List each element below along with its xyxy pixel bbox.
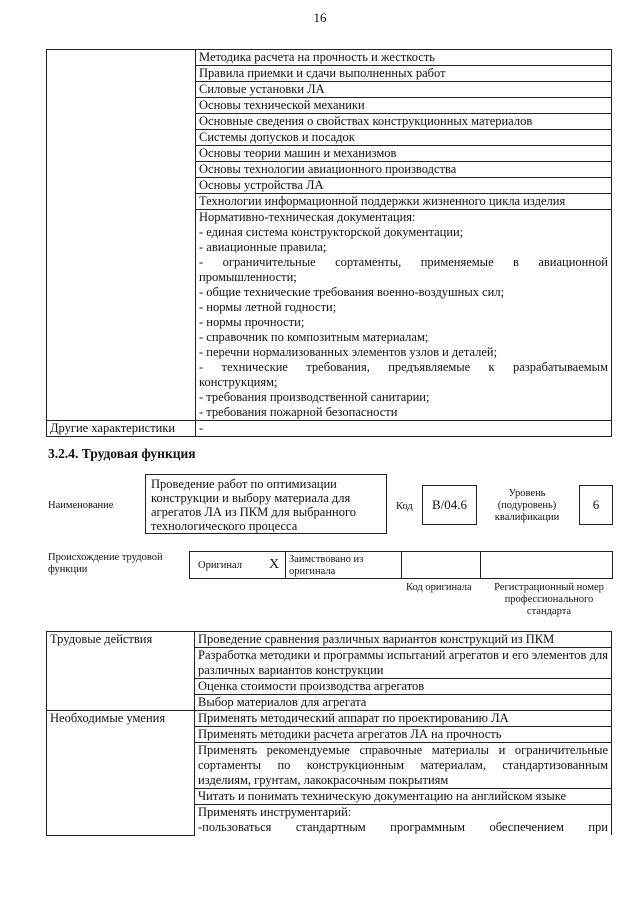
- knowledge-row: Основы устройства ЛА: [196, 178, 612, 194]
- section-heading: 3.2.4. Трудовая функция: [48, 446, 196, 461]
- code-label: Код: [396, 501, 413, 512]
- code-original-label: Код оригинала: [406, 582, 472, 593]
- action-row: Разработка методики и программы испытаний агрегатов и его элементов для различных вариантов конструкции: [195, 648, 612, 679]
- knowledge-row: Силовые установки ЛА: [196, 82, 612, 98]
- skill-row: Применять методики расчета агрегатов ЛА на прочность: [195, 727, 612, 743]
- level-label: Уровень (подуровень) квалификации: [494, 488, 560, 523]
- knowledge-row: Правила приемки и сдачи выполненных работ: [196, 66, 612, 82]
- code-box: [422, 485, 477, 525]
- knowledge-row: Методика расчета на прочность и жесткость: [196, 50, 612, 66]
- action-row: Выбор материалов для агрегата: [195, 695, 612, 711]
- origin-label: Происхождение трудовой функции: [48, 552, 163, 575]
- code-value: B/04.6: [431, 497, 468, 512]
- other-characteristics-value: -: [196, 421, 612, 437]
- skills-label: Необходимые умения: [47, 711, 195, 836]
- function-name-box: [145, 474, 387, 534]
- original-label: Оригинал: [198, 560, 242, 571]
- action-row: Проведение сравнения различных вариантов конструкций из ПКМ: [195, 632, 612, 648]
- knowledge-row: Основы технической механики: [196, 98, 612, 114]
- work-actions-table: [46, 631, 612, 836]
- reg-number-label: Регистрационный номер профессионального стандарта: [494, 582, 604, 617]
- label-cell-empty: [47, 50, 196, 421]
- knowledge-row: Основы технологии авиационного производства: [196, 162, 612, 178]
- function-name-value: Проведение работ по оптимизации конструкции и выбору материала для агрегатов ЛА из ПКМ для выбранного технологического процесса: [151, 477, 357, 533]
- knowledge-row: Технологии информационной поддержки жизненного цикла изделия: [196, 194, 612, 210]
- other-characteristics-label: Другие характеристики: [47, 421, 196, 437]
- action-row: Оценка стоимости производства агрегатов: [195, 679, 612, 695]
- skill-row: Читать и понимать техническую документацию на английском языке: [195, 789, 612, 805]
- skill-row: Применять рекомендуемые справочные материалы и ограничительные сортаменты по конструкционным материалам, стандартизованным изделиям, грунтам, лакокрасочным покрытиям: [195, 743, 612, 789]
- knowledge-row: Системы допусков и посадок: [196, 130, 612, 146]
- knowledge-row: Основы теории машин и механизмов: [196, 146, 612, 162]
- origin-row: [189, 551, 613, 579]
- skill-row-tools: Применять инструментарий: -пользоваться стандартным программным обеспечением при: [195, 805, 612, 836]
- skill-row: Применять методический аппарат по проектированию ЛА: [195, 711, 612, 727]
- knowledge-table: [46, 49, 612, 437]
- level-box: [579, 485, 613, 525]
- page-number: 16: [313, 10, 327, 25]
- actions-label: Трудовые действия: [47, 632, 195, 711]
- normative-docs-cell: Нормативно-техническая документация: - единая система конструкторской документации; - авиационные правила; - ограничительные сортаменты, применяемые в авиационной промышленности; - общие технические требования военно-воздушных сил; - нормы летной годности; - нормы прочности; - справочник по композитным материалам; - перечни нормализованных элементов узлов и деталей; - технические требования, предъявляемые к разрабатываемым конструкциям; - требования производственной санитарии; - требования пожарной безопасности: [196, 210, 612, 421]
- original-mark: X: [269, 557, 280, 572]
- borrowed-label: Заимствовано из оригинала: [289, 554, 364, 577]
- name-label: Наименование: [48, 500, 114, 511]
- level-value: 6: [592, 497, 600, 512]
- knowledge-row: Основные сведения о свойствах конструкционных материалов: [196, 114, 612, 130]
